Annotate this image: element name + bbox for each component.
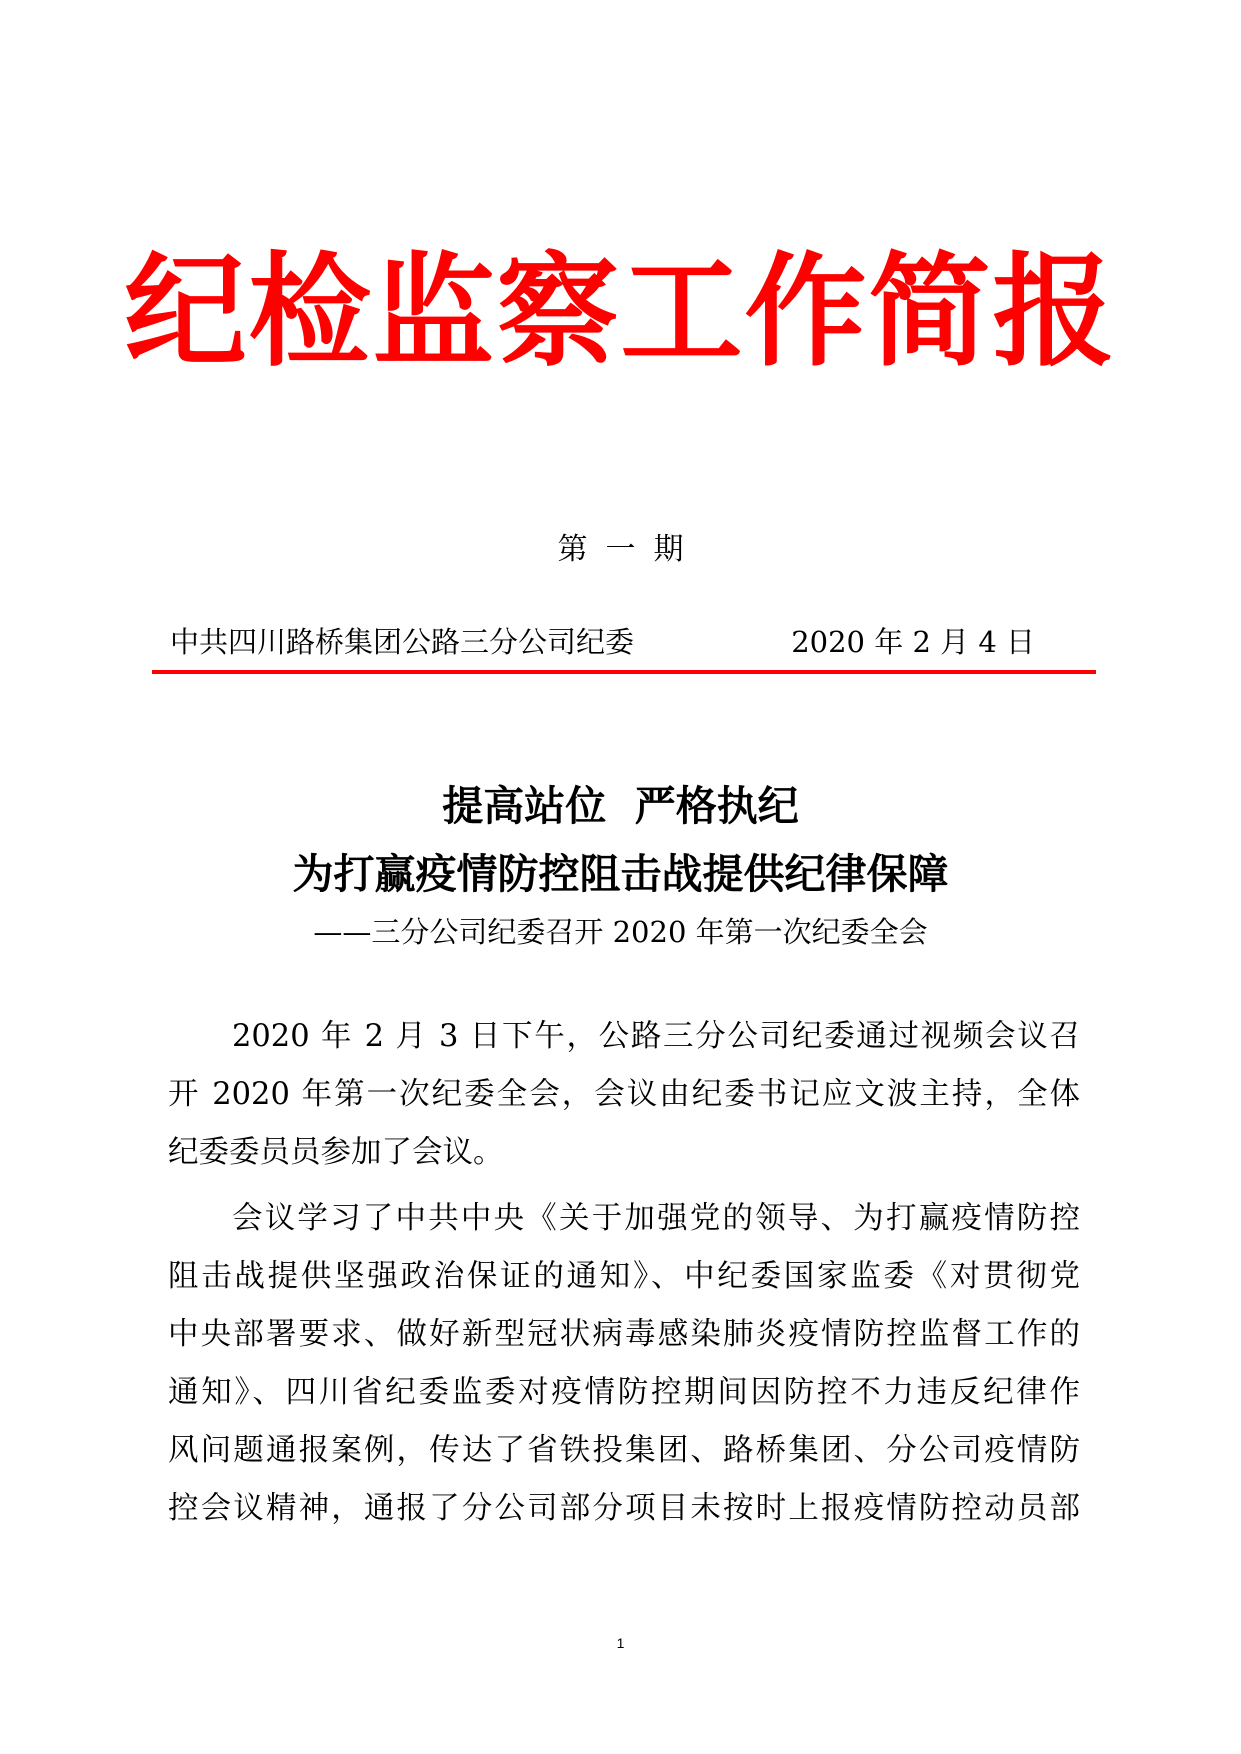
paragraph-1-line-2: 开 2020 年第一次纪委全会，会议由纪委书记应文波主持，全体: [168, 1077, 1080, 1112]
paragraph-2-line-6: 控会议精神，通报了分公司部分项目未按时上报疫情防控动员部: [168, 1491, 1080, 1526]
article-subtitle: ——三分公司纪委召开 2020 年第一次纪委全会: [313, 915, 928, 949]
issue-number: 第一期: [557, 532, 702, 567]
paragraph-1-line-1: 2020 年 2 月 3 日下午，公路三分公司纪委通过视频会议召: [232, 1019, 1080, 1054]
paragraph-2-line-3: 中央部署要求、做好新型冠状病毒感染肺炎疫情防控监督工作的: [168, 1317, 1080, 1352]
page-number: 1: [616, 1635, 625, 1651]
paragraph-2-line-5: 风问题通报案例，传达了省铁投集团、路桥集团、分公司疫情防: [168, 1433, 1080, 1468]
paragraph-2-line-1: 会议学习了中共中央《关于加强党的领导、为打赢疫情防控: [232, 1201, 1080, 1236]
paragraph-1-line-3: 纪委委员员参加了会议。: [168, 1135, 504, 1170]
issue-date: 2020 年 2 月 4 日: [791, 625, 1035, 659]
paragraph-2-line-4: 通知》、四川省纪委监委对疫情防控期间因防控不力违反纪律作: [168, 1375, 1080, 1410]
paragraph-2-line-2: 阻击战提供坚强政治保证的通知》、中纪委国家监委《对贯彻党: [168, 1259, 1080, 1294]
headline-line-2: 为打赢疫情防控阻击战提供纪律保障: [292, 850, 949, 898]
masthead-title: 纪检监察工作简报: [124, 241, 1117, 383]
issuer-name: 中共四川路桥集团公路三分公司纪委: [170, 625, 635, 659]
red-divider-line: [152, 670, 1096, 674]
headline-line-1: 提高站位 严格执纪: [442, 782, 799, 830]
